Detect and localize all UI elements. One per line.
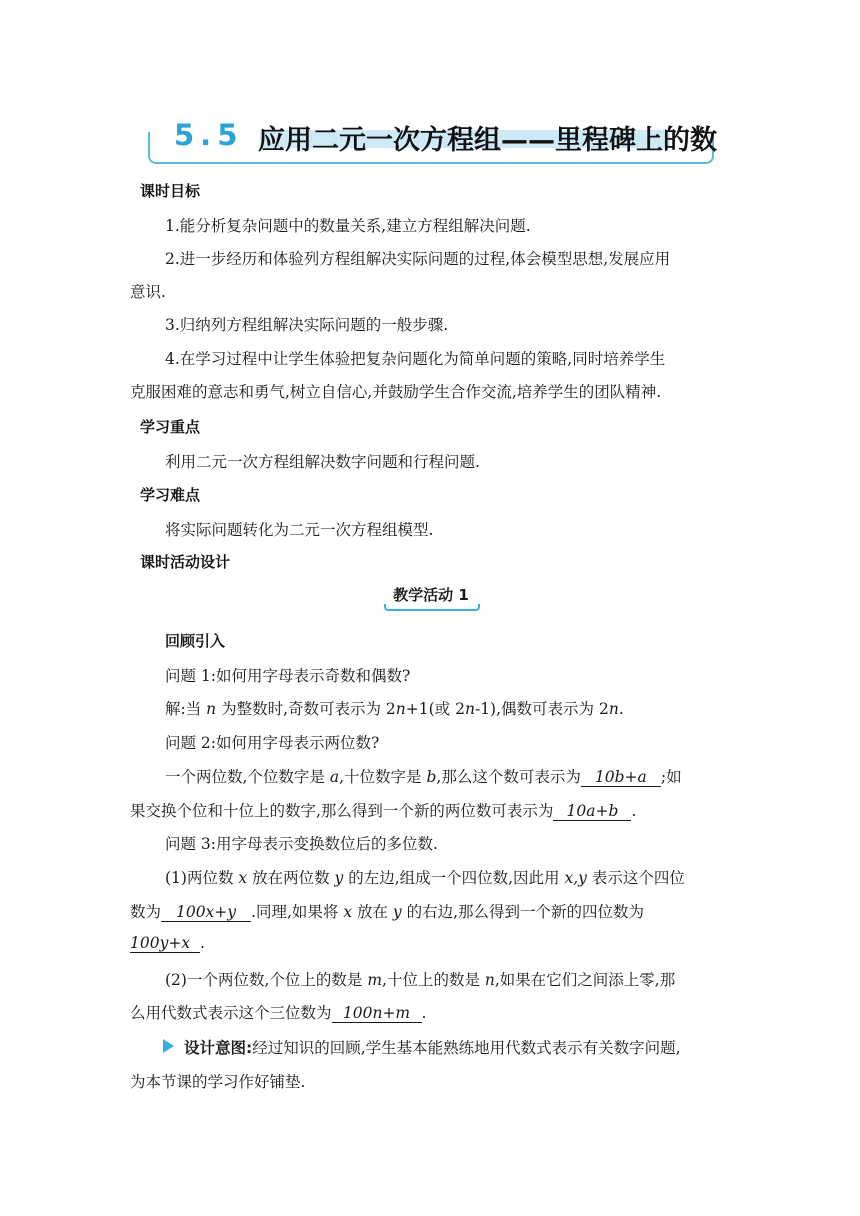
question-1: 问题 1:如何用字母表示奇数和偶数? xyxy=(165,667,411,685)
activity-title-underline xyxy=(384,604,480,611)
paragraph-3-line-1: (1)两位数 x 放在两位数 y 的左边,组成一个四位数,因此用 x,y 表示这个四位 xyxy=(165,869,685,887)
goal-1: 1.能分析复杂问题中的数量关系,建立方程组解决问题. xyxy=(165,217,531,235)
answer-blank: 100y+x xyxy=(130,934,200,953)
paragraph-3-line-2: 数为 100x+y .同理,如果将 x 放在 y 的右边,那么得到一个新的四位数为 xyxy=(130,903,645,921)
section-title xyxy=(148,108,717,164)
answer-blank: 10a+b xyxy=(553,802,631,821)
goal-4-line-2: 克服困难的意志和勇气,树立自信心,并鼓励学生合作交流,培养学生的团队精神. xyxy=(130,383,662,401)
key-heading: 学习重点 xyxy=(140,418,201,436)
answer-blank: 10b+a xyxy=(581,768,661,787)
paragraph-2-line-1: 一个两位数,个位数字是 a,十位数字是 b,那么这个数可表示为 10b+a ;如 xyxy=(165,768,682,786)
design-intent-line-2: 为本节课的学习作好铺垫. xyxy=(130,1073,306,1091)
difficult-text: 将实际问题转化为二元一次方程组模型. xyxy=(165,521,434,539)
question-3: 问题 3:用字母表示变换数位后的多位数. xyxy=(165,835,438,853)
answer-blank: 100n+m xyxy=(332,1004,422,1023)
play-arrow-icon xyxy=(163,1039,174,1053)
key-text: 利用二元一次方程组解决数字问题和行程问题. xyxy=(165,453,480,471)
goal-2-line-2: 意识. xyxy=(130,283,166,301)
paragraph-3-line-3: 100y+x . xyxy=(130,934,205,952)
design-intent-label: 设计意图: xyxy=(184,1039,253,1057)
difficult-heading: 学习难点 xyxy=(140,486,201,504)
goals-heading: 课时目标 xyxy=(140,182,201,200)
review-heading: 回顾引入 xyxy=(165,632,226,650)
paragraph-4-line-2: 么用代数式表示这个三位数为 100n+m . xyxy=(130,1004,427,1022)
paragraph-2-line-2: 果交换个位和十位上的数字,那么得到一个新的两位数可表示为 10a+b . xyxy=(130,802,637,820)
goal-3: 3.归纳列方程组解决实际问题的一般步骤. xyxy=(165,316,449,334)
answer-1: 解:当 n 为整数时,奇数可表示为 2n+1(或 2n-1),偶数可表示为 2n. xyxy=(165,700,624,718)
question-2: 问题 2:如何用字母表示两位数? xyxy=(165,734,380,752)
goal-4-line-1: 4.在学习过程中让学生体验把复杂问题化为简单问题的策略,同时培养学生 xyxy=(165,350,666,368)
section-title-text: 应用二元一次方程组——里程碑上的数 xyxy=(258,125,717,156)
activity-title: 教学活动 1 xyxy=(393,586,469,604)
answer-blank: 100x+y xyxy=(161,903,251,922)
paragraph-4-line-1: (2)一个两位数,个位上的数是 m,十位上的数是 n,如果在它们之间添上零,那 xyxy=(165,971,676,989)
design-intent-line-1: 设计意图:经过知识的回顾,学生基本能熟练地用代数式表示有关数字问题, xyxy=(184,1039,681,1057)
activity-design-heading: 课时活动设计 xyxy=(140,553,231,571)
goal-2-line-1: 2.进一步经历和体验列方程组解决实际问题的过程,体会模型思想,发展应用 xyxy=(165,250,671,268)
section-number: 5.5 xyxy=(174,118,244,152)
